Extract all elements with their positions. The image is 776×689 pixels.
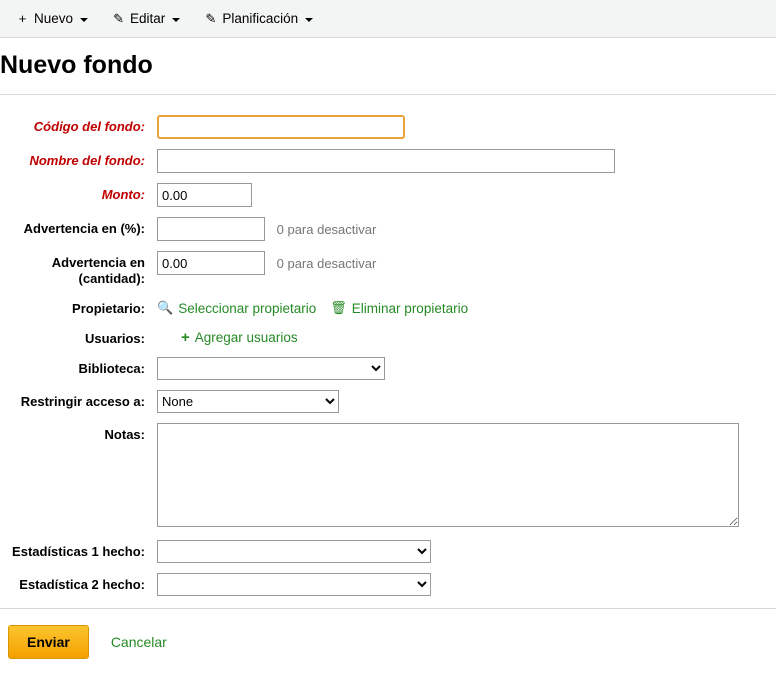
form-row-users xyxy=(0,327,776,347)
plus-icon: + xyxy=(18,11,27,26)
field-amount xyxy=(155,183,776,207)
label-notes: Notas: xyxy=(104,427,145,442)
form-row-amount xyxy=(0,183,776,207)
warn-percent-hint: 0 para desactivar xyxy=(276,221,377,237)
delete-owner-label: Eliminar propietario xyxy=(351,300,469,316)
toolbar-button-nuevo-label: Nuevo xyxy=(34,11,74,26)
pencil-icon: ✎ xyxy=(205,11,217,26)
amount-input[interactable] xyxy=(157,183,252,207)
form-row-stat1 xyxy=(0,540,776,563)
field-warn-percent xyxy=(155,217,776,241)
label-restrict: Restringir acceso a: xyxy=(20,394,145,409)
toolbar-button-planificacion-label: Planificación xyxy=(222,11,299,26)
cancel-link[interactable]: Cancelar xyxy=(110,634,167,650)
name-input[interactable] xyxy=(157,149,615,173)
stat2-select[interactable] xyxy=(157,573,431,596)
form-row-library xyxy=(0,357,776,380)
warn-quantity-hint: 0 para desactivar xyxy=(276,255,377,271)
label-users: Usuarios: xyxy=(85,331,145,346)
chevron-down-icon xyxy=(80,18,88,22)
add-users-link[interactable] xyxy=(181,330,298,345)
chevron-down-icon xyxy=(305,18,313,22)
field-notes xyxy=(155,423,776,530)
code-input[interactable] xyxy=(157,115,405,139)
form-actions xyxy=(0,608,776,659)
pencil-icon: ✎ xyxy=(113,11,124,26)
label-stat2: Estadística 2 hecho: xyxy=(19,577,145,592)
form-row-owner xyxy=(0,297,776,317)
field-stat2 xyxy=(155,573,776,596)
label-warn-percent: Advertencia en (%): xyxy=(23,221,145,236)
field-owner xyxy=(155,297,776,316)
warn-quantity-input[interactable] xyxy=(157,251,265,275)
form-row-name xyxy=(0,149,776,173)
warn-percent-input[interactable] xyxy=(157,217,265,241)
form-row-code xyxy=(0,115,776,139)
label-library: Biblioteca: xyxy=(78,361,145,376)
plus-icon: + xyxy=(181,329,190,346)
toolbar-button-nuevo[interactable] xyxy=(8,7,96,30)
form-row-stat2 xyxy=(0,573,776,596)
field-stat1 xyxy=(155,540,776,563)
page-title: Nuevo fondo xyxy=(0,51,153,79)
stat1-select[interactable] xyxy=(157,540,431,563)
form-row-restrict xyxy=(0,390,776,413)
label-amount: Monto: xyxy=(101,187,145,202)
select-owner-link[interactable] xyxy=(157,300,316,316)
delete-owner-link[interactable] xyxy=(330,300,468,316)
library-select[interactable] xyxy=(157,357,385,380)
field-warn-quantity xyxy=(155,251,776,275)
page-header xyxy=(0,50,776,95)
toolbar-button-editar[interactable] xyxy=(104,7,188,30)
form-row-warn-percent xyxy=(0,217,776,241)
restrict-select[interactable] xyxy=(157,390,339,413)
fund-form xyxy=(0,95,776,596)
field-users xyxy=(155,327,776,345)
field-name xyxy=(155,149,776,173)
top-toolbar xyxy=(0,0,776,38)
chevron-down-icon xyxy=(172,18,180,22)
label-owner: Propietario: xyxy=(72,301,145,316)
label-name: Nombre del fondo: xyxy=(29,153,145,168)
select-owner-label: Seleccionar propietario xyxy=(178,300,317,316)
add-users-label: Agregar usuarios xyxy=(194,330,298,345)
form-row-warn-quantity xyxy=(0,251,776,287)
form-row-notes xyxy=(0,423,776,530)
field-code xyxy=(155,115,776,139)
toolbar-button-planificacion[interactable] xyxy=(196,7,321,30)
label-warn-quantity: Advertencia en (cantidad): xyxy=(51,255,145,286)
field-restrict xyxy=(155,390,776,413)
field-library xyxy=(155,357,776,380)
toolbar-button-editar-label: Editar xyxy=(130,11,166,26)
search-icon: 🔍 xyxy=(157,300,174,315)
notes-textarea[interactable] xyxy=(157,423,739,527)
label-code: Código del fondo: xyxy=(33,119,145,134)
submit-button[interactable]: Enviar xyxy=(8,625,89,659)
trash-icon: 🗑 xyxy=(330,300,347,315)
label-stat1: Estadísticas 1 hecho: xyxy=(12,544,145,559)
